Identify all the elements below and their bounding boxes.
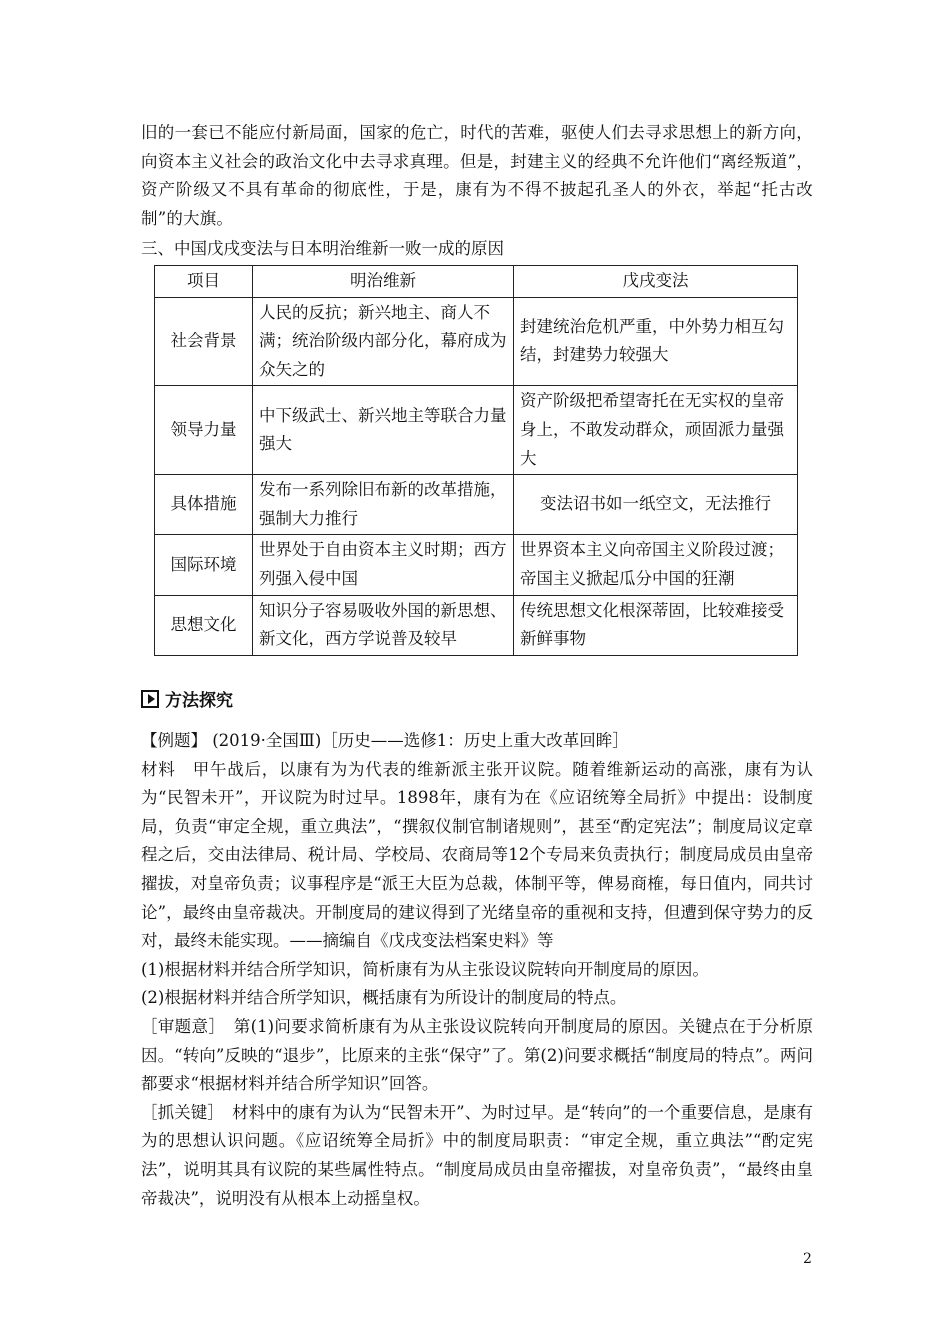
row-wuxu: 世界资本主义向帝国主义阶段过渡；帝国主义掀起瓜分中国的狂潮 <box>514 535 798 595</box>
page-number: 2 <box>803 1251 812 1267</box>
question-1: (1)根据材料并结合所学知识，简析康有为从主张设议院转向开制度局的原因。 <box>141 959 709 979</box>
row-wuxu: 资产阶级把希望寄托在无实权的皇帝身上，不敢发动群众，顽固派力量强大 <box>514 386 798 475</box>
row-wuxu: 传统思想文化根深蒂固，比较难接受新鲜事物 <box>514 595 798 655</box>
example-line: 【例题】 (2019·全国Ⅲ)［历史——选修1：历史上重大改革回眸］ <box>141 731 629 750</box>
comparison-table <box>154 265 798 656</box>
method-title: 方法探究 <box>165 691 233 711</box>
row-item: 社会背景 <box>155 297 253 386</box>
section-title: 三、中国戊戌变法与日本明治维新一败一成的原因 <box>141 239 504 258</box>
shentiyi-text: ［审题意］ 第(1)问要求简析康有为从主张设议院转向开制度局的原因。关键点在于分析原因。“转向”反映的“退步”，比原来的主张“保守”了。第(2)问要求概括“制度局的特点”。两问都要求“根据材料并结合所学知识”回答。 <box>141 1016 813 1094</box>
row-wuxu: 封建统治危机严重，中外势力相互勾结，封建势力较强大 <box>514 297 798 386</box>
header-wuxu: 戊戌变法 <box>514 266 798 298</box>
header-meiji: 明治维新 <box>253 266 514 298</box>
row-meiji: 知识分子容易吸收外国的新思想、新文化，西方学说普及较早 <box>253 595 514 655</box>
intro-paragraph: 旧的一套已不能应付新局面，国家的危亡，时代的苦难，驱使人们去寻求思想上的新方向，向资本主义社会的政治文化中去寻求真理。但是，封建主义的经典不允许他们“离经叛道”，资产阶级又不具有革命的彻底性，于是，康有为不得不披起孔圣人的外衣，举起“托古改制”的大旗。 <box>141 123 813 228</box>
table-row <box>155 595 798 655</box>
header-item: 项目 <box>155 266 253 298</box>
table-row <box>155 297 798 386</box>
row-item: 国际环境 <box>155 535 253 595</box>
row-meiji: 中下级武士、新兴地主等联合力量强大 <box>253 386 514 475</box>
material-text: 材料 甲午战后，以康有为为代表的维新派主张开议院。随着维新运动的高涨，康有为认为“民智未开”，开议院为时过早。1898年，康有为在《应诏统筹全局折》中提出：设制度局，负责“审定全规，重立典法”，“撰叙仪制官制诸规则”，甚至“酌定宪法”；制度局议定章程之后，交由法律局、税计局、学校局、农商局等12个专局来负责执行；制度局成员由皇帝擢拔，对皇帝负责；议事程序是“派王大臣为总裁，体制平等，俾易商榷，每日值内，同共讨论”，最终由皇帝裁决。开制度局的建议得到了光绪皇帝的重视和支持，但遭到保守势力的反对，最终未能实现。——摘编自《戊戌变法档案史料》等 <box>141 759 813 951</box>
table-row <box>155 475 798 535</box>
question-2: (2)根据材料并结合所学知识，概括康有为所设计的制度局的特点。 <box>141 988 627 1008</box>
row-wuxu: 变法诏书如一纸空文，无法推行 <box>514 475 798 535</box>
table-row <box>155 386 798 475</box>
row-item: 领导力量 <box>155 386 253 475</box>
row-item: 具体措施 <box>155 475 253 535</box>
example-block <box>141 727 813 1213</box>
row-meiji: 发布一系列除旧布新的改革措施，强制大力推行 <box>253 475 514 535</box>
table-row <box>155 535 798 595</box>
table-header-row <box>155 266 798 298</box>
zhuaguanjian-text: ［抓关键］ 材料中的康有为认为“民智未开”、为时过早。是“转向”的一个重要信息，是康有为的思想认识问题。《应诏统筹全局折》中的制度局职责：“审定全规，重立典法”“酌定宪法”，说明其具有议院的某些属性特点。“制度局成员由皇帝擢拔，对皇帝负责”，“最终由皇帝裁决”，说明没有从根本上动摇皇权。 <box>141 1102 813 1208</box>
row-meiji: 世界处于自由资本主义时期；西方列强入侵中国 <box>253 535 514 595</box>
method-heading <box>141 686 233 711</box>
play-square-icon <box>141 690 159 708</box>
row-meiji: 人民的反抗；新兴地主、商人不满；统治阶级内部分化，幕府成为众矢之的 <box>253 297 514 386</box>
row-item: 思想文化 <box>155 595 253 655</box>
